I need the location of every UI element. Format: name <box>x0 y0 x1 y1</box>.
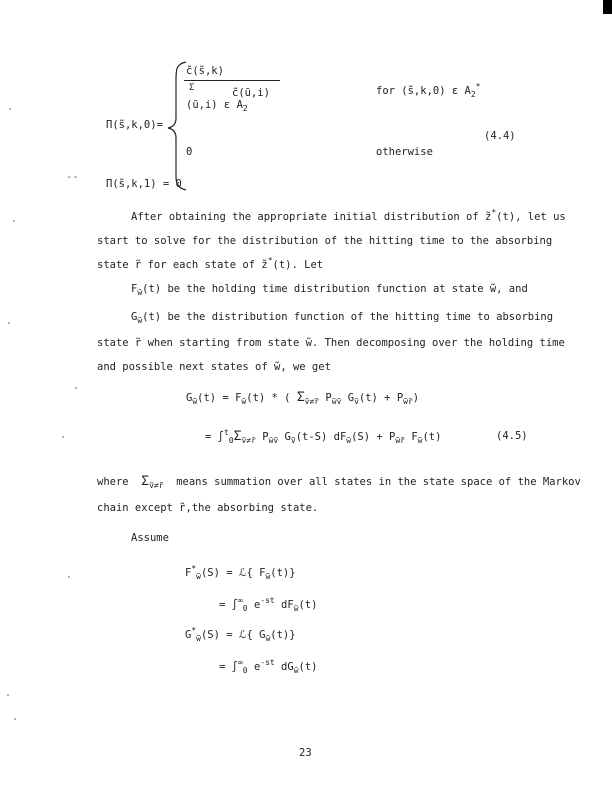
para3-line2: state r̃ when starting from state w̃. Then decomposing over the holding time <box>97 337 565 349</box>
holding-time-definition: $F_{w̃}(t)$ be the holding time distribution function at state w̃, and <box>131 283 528 297</box>
page-number: 23 <box>299 747 312 759</box>
eq44-condition: for (s̃,k,0) ε $A_2^*$ <box>376 82 481 99</box>
eq44-fraction-bar <box>184 80 280 81</box>
laplace-G-definition: $G^*_{w̃}(S)$ = ℒ{ $G_{w̃}(t)$} <box>185 626 296 643</box>
eq44-denominator-term: c̃(ũ,i) <box>232 87 270 99</box>
para3-line3: and possible next states of w̃, we get <box>97 361 331 373</box>
margin-mark: -- <box>66 171 79 183</box>
where-line2: chain except r̃,the absorbing state. <box>97 502 319 514</box>
eq44-second-line: Π(s̃,k,1) = 0 <box>106 178 182 190</box>
eq44-zero: 0 <box>186 146 193 158</box>
para1-line3: state r̃ for each state of z̃*(t). Let <box>97 256 324 271</box>
eq44-denominator-index: (ũ,i) ε $A_2$ <box>186 99 248 113</box>
eq44-otherwise: otherwise <box>376 146 433 158</box>
laplace-F-definition: $F^*_{w̃}(S)$ = ℒ{ $F_{w̃}(t)$} <box>185 564 296 581</box>
equation-number-4-4: (4.4) <box>484 130 516 142</box>
equation-number-4-5: (4.5) <box>496 430 528 442</box>
eq44-numerator: c̃(s̃,k) <box>186 65 224 77</box>
eq44-lhs: Π(s̃,k,0)= <box>106 119 163 131</box>
eq45-line2: = $\int^t_0\Sigma_{ṽ\ne r̃}$ $P_{w̃ṽ}$ $G_ṽ(t-S) dF_{w̃}(S) + P_{w̃r̃}$ $F_{w̃}(t)$ <box>205 428 442 445</box>
assume-label: Assume <box>131 532 169 544</box>
laplace-G-integral: = $\int^\infty_0$ $e^{-st}$ $dG_{w̃}(t)$ <box>219 658 318 675</box>
laplace-F-integral: = $\int^\infty_0$ $e^{-st}$ $dF_{w̃}(t)$ <box>219 596 318 613</box>
para1-line1: After obtaining the appropriate initial distribution of z̃*(t), let us <box>131 208 566 223</box>
where-line1: where $\Sigma_{ṽ\ne r̃}$ means summation over all states in the state space of the Markov <box>97 474 581 490</box>
para3-line1: $G_{w̃}(t)$ be the distribution function of the hitting time to absorbing <box>131 311 554 325</box>
eq44-denominator-sum: Σ <box>189 83 195 93</box>
eq45-line1: $G_{w̃}(t) = F_{w̃}(t)$ * ( $\Sigma_{ṽ\ne r̃}$ $P_{w̃ṽ}$ $G_ṽ(t) + P_{w̃r̃}$) <box>186 390 420 406</box>
para1-line2: start to solve for the distribution of the hitting time to the absorbing <box>97 235 553 247</box>
